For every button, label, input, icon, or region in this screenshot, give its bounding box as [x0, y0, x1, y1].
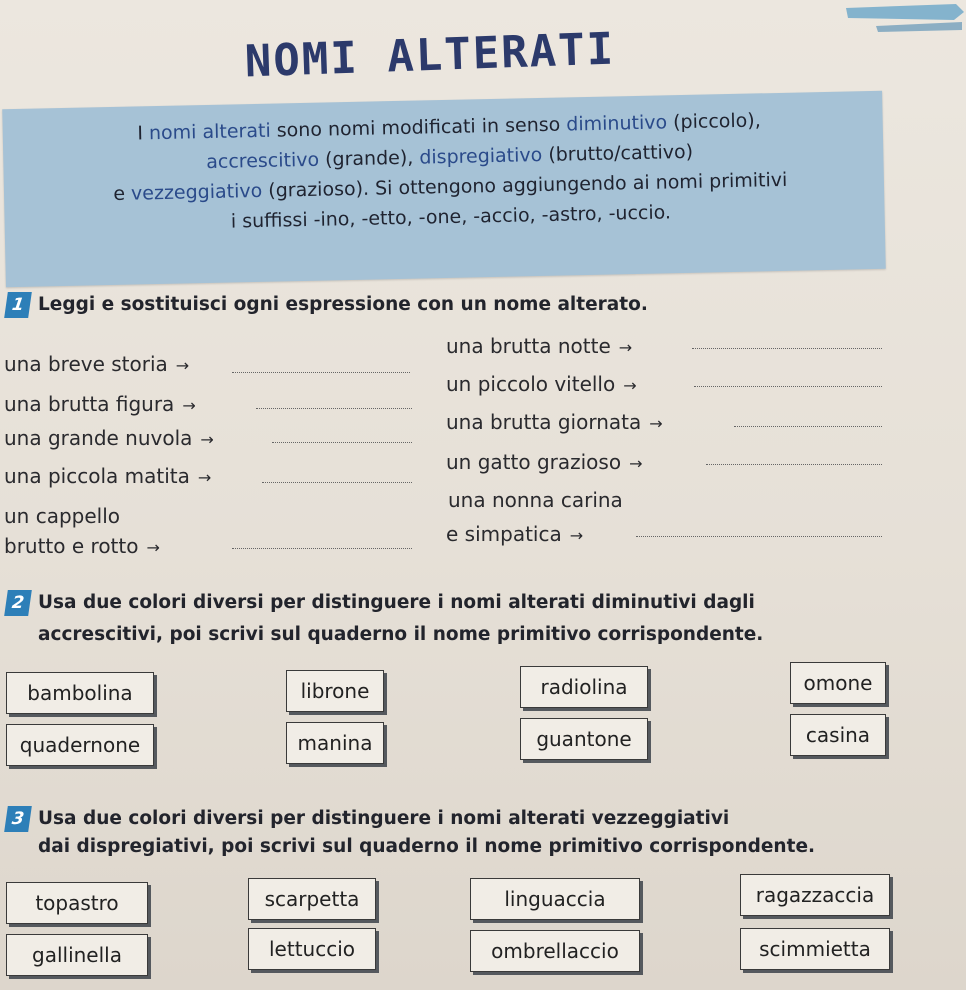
- exercise-number-badge: 3: [4, 806, 32, 832]
- arrow-right-icon: →: [649, 414, 663, 433]
- exercise-number-badge: 2: [4, 590, 32, 616]
- word-card[interactable]: gallinella: [6, 934, 148, 976]
- page-title: NOMI ALTERATI: [244, 23, 616, 88]
- ex1-right-item: un gatto grazioso →: [446, 450, 643, 474]
- arrow-right-icon: →: [146, 538, 160, 557]
- ex1-left-item: brutto e rotto →: [4, 534, 160, 558]
- arrow-right-icon: →: [197, 468, 212, 487]
- rule-text: I nomi alterati sono nomi modificati in senso diminutivo (piccolo), accrescitivo (grande), dispregiativo (brutto/cattivo) e vezzeggiativo (grazioso). Si ottengono aggiungendo ai nomi primitivi i suffissi -ino, -etto, -one, -accio, -astro, -uccio.: [113, 109, 788, 233]
- answer-line[interactable]: [734, 426, 882, 427]
- arrow-right-icon: →: [618, 338, 633, 357]
- word-card[interactable]: linguaccia: [470, 878, 640, 920]
- answer-line[interactable]: [706, 464, 882, 465]
- word-card[interactable]: librone: [286, 670, 384, 712]
- ex1-left-item: una brutta figura →: [4, 392, 196, 416]
- ex1-right-item: un piccolo vitello →: [446, 372, 637, 396]
- word-card[interactable]: manina: [286, 722, 384, 764]
- ex1-left-item: una grande nuvola →: [4, 426, 214, 450]
- exercise-2-heading: 2 Usa due colori diversi per distinguere i nomi alterati diminutivi dagli: [6, 588, 755, 618]
- answer-line[interactable]: [262, 482, 412, 483]
- answer-line[interactable]: [636, 536, 882, 537]
- word-card[interactable]: bambolina: [6, 672, 154, 714]
- ex1-left-item: una breve storia →: [4, 352, 190, 376]
- arrow-right-icon: →: [182, 396, 196, 415]
- ex1-left-item: un cappello: [4, 504, 121, 528]
- word-card[interactable]: radiolina: [520, 666, 648, 708]
- arrow-right-icon: →: [569, 526, 584, 545]
- word-card[interactable]: ombrellaccio: [470, 930, 640, 972]
- exercise-number-badge: 1: [4, 292, 32, 318]
- word-card[interactable]: topastro: [6, 882, 148, 924]
- word-card[interactable]: omone: [790, 662, 886, 704]
- ex1-right-item: una nonna carina: [448, 488, 623, 512]
- word-card[interactable]: ragazzaccia: [740, 874, 890, 916]
- word-card[interactable]: scimmietta: [740, 928, 890, 970]
- arrow-right-icon: →: [623, 376, 637, 395]
- arrow-right-icon: →: [175, 356, 190, 375]
- answer-line[interactable]: [694, 386, 882, 387]
- word-card[interactable]: quadernone: [6, 724, 154, 766]
- exercise-2-heading-line2: accrescitivi, poi scrivi sul quaderno il nome primitivo corrispondente.: [38, 624, 764, 645]
- answer-line[interactable]: [232, 548, 412, 549]
- arrow-right-icon: →: [629, 454, 643, 473]
- word-card[interactable]: casina: [790, 714, 886, 756]
- answer-line[interactable]: [692, 348, 882, 349]
- exercise-1-heading: 1 Leggi e sostituisci ogni espressione con un nome alterato.: [6, 290, 648, 320]
- arrow-right-icon: →: [200, 430, 214, 449]
- exercise-3-heading: 3 Usa due colori diversi per distinguere i nomi alterati vezzeggiativi: [6, 804, 729, 834]
- ex1-right-item: una brutta notte →: [446, 334, 633, 358]
- answer-line[interactable]: [232, 372, 410, 373]
- ex1-right-item: e simpatica →: [446, 522, 584, 546]
- ex1-right-item: una brutta giornata →: [446, 410, 663, 434]
- word-card[interactable]: scarpetta: [248, 878, 376, 920]
- word-card[interactable]: guantone: [520, 718, 648, 760]
- ex1-left-item: una piccola matita →: [4, 464, 212, 488]
- answer-line[interactable]: [272, 442, 412, 443]
- answer-line[interactable]: [256, 408, 412, 409]
- exercise-3-heading-line2: dai dispregiativi, poi scrivi sul quaderno il nome primitivo corrispondente.: [38, 836, 816, 857]
- word-card[interactable]: lettuccio: [248, 928, 376, 970]
